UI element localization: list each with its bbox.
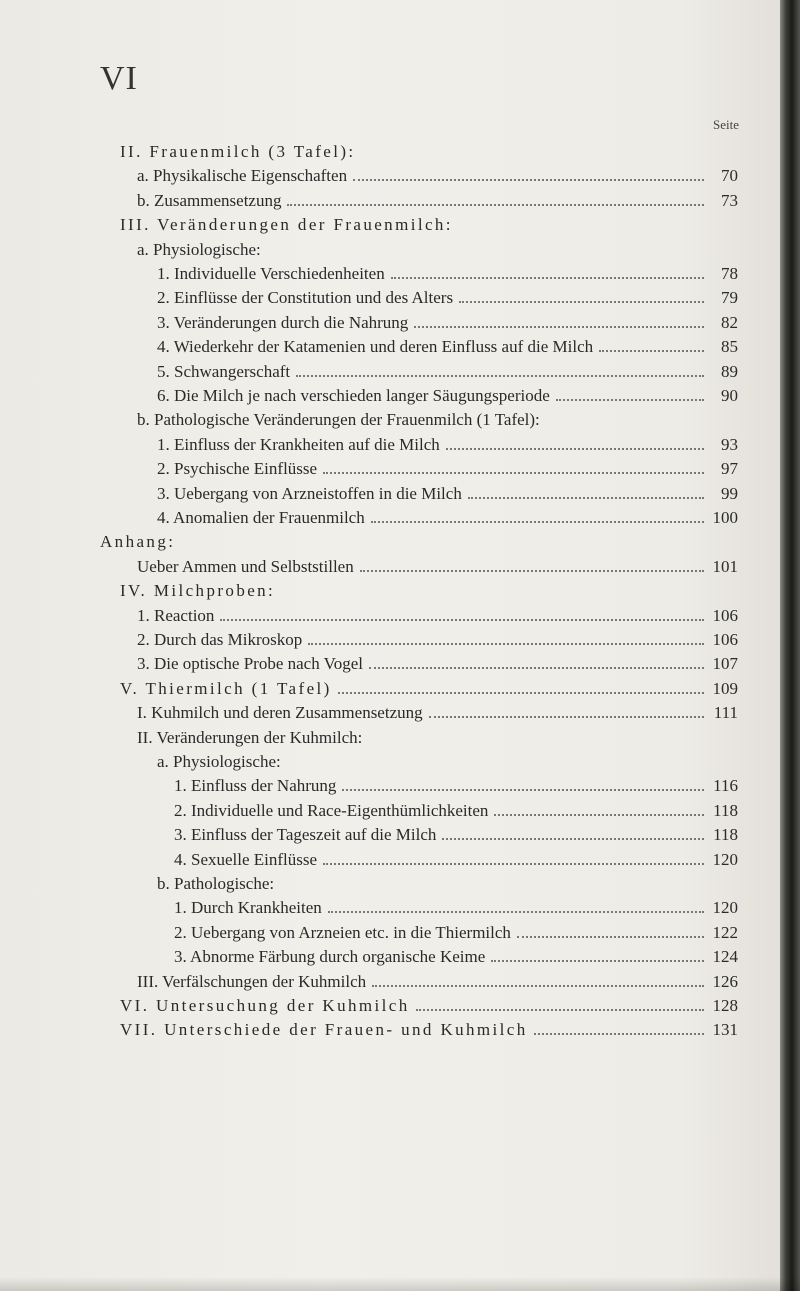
toc-entry-page-number: 79 [721,288,738,308]
toc-entry-page-number: 124 [712,947,738,967]
toc-entry [157,433,738,457]
toc-entry-label: 6. Die Milch je nach verschieden langer Säugungsperiode [157,386,550,405]
toc-entry-page-number: 131 [712,1020,738,1040]
toc-leader-dots [287,204,704,206]
toc-entry-label: 1. Durch Krankheiten [174,898,322,918]
toc-leader-dots [442,838,704,840]
toc-entry-label: 3. Abnorme Färbung durch organische Keime [174,947,486,967]
toc-entry-label: a. Physikalische Eigenschaften [137,166,348,186]
toc-leader-dots [391,277,704,279]
toc-leader-dots [414,326,704,328]
toc-leader-dots [599,350,704,352]
toc-entry-page-number: 126 [712,971,738,991]
toc-entry-page-number: 73 [721,190,738,210]
toc-leader-dots [494,814,704,816]
toc-entry-label: 2. Einflüsse der Constitution und des Alters [157,288,454,308]
toc-leader-dots [360,570,704,572]
toc-entry-label: 1. Einfluss der Nahrung [174,776,337,796]
toc-leader-dots [369,667,704,669]
toc-entry-page-number: 128 [712,996,738,1015]
toc-entry-page-number: 120 [712,898,738,918]
toc-entry-label: a. Physiologische: [157,752,281,771]
toc-entry-page-number: 82 [721,312,738,332]
toc-leader-dots [416,1009,704,1011]
toc-leader-dots [372,985,704,987]
toc-leader-dots [308,643,704,645]
toc-entry-label: Anhang: [100,532,176,552]
toc-entry-label: I. Kuhmilch und deren Zusammensetzung [137,703,423,723]
toc-entry-page-number: 99 [721,483,738,503]
toc-entry [137,726,738,750]
toc-entry [174,896,738,920]
toc-entry-label: V. Thiermilch (1 Tafel) [120,678,332,698]
toc-entry-label: IV. Milchproben: [120,581,276,601]
toc-entry-label: b. Pathologische Veränderungen der Frauenmilch (1 Tafel): [137,410,540,430]
toc-entry-page-number: 106 [712,605,738,625]
toc-leader-dots [491,960,704,962]
page-number: VI [100,60,138,97]
toc-entry [120,213,738,237]
toc-entry [120,1018,738,1042]
toc-leader-dots [429,716,704,718]
toc-leader-dots [220,619,704,621]
toc-leader-dots [459,301,704,303]
toc-entry-page-number: 109 [712,678,738,698]
toc-entry-page-number: 118 [713,825,738,845]
toc-leader-dots [371,521,704,523]
toc-entry-label: II. Veränderungen der Kuhmilch: [137,727,363,747]
toc-leader-dots [534,1033,704,1035]
book-binding-edge [780,0,800,1291]
toc-entry-page-number: 107 [712,654,738,674]
toc-entry-page-number: 106 [712,630,738,649]
toc-entry [174,945,738,969]
toc-entry-page-number: 100 [712,508,738,527]
toc-entry [157,262,738,286]
toc-entry [137,628,738,652]
toc-entry-label: a. Physiologische: [137,239,261,259]
toc-entry-label: 3. Uebergang von Arzneistoffen in die Milch [157,483,462,503]
toc-entry [157,457,738,481]
toc-entry [157,750,738,774]
toc-entry-label: 3. Einfluss der Tageszeit auf die Milch [174,825,437,845]
toc-leader-dots [342,789,704,791]
toc-leader-dots [323,863,704,865]
toc-entry [174,848,738,872]
toc-leader-dots [556,399,704,401]
toc-entry-label: 3. Die optische Probe nach Vogel [137,654,363,674]
toc-entry [120,140,738,164]
toc-entry-label: 2. Durch das Mikroskop [137,630,303,649]
toc-entry-label: b. Zusammensetzung [137,190,282,210]
toc-entry-page-number: 93 [721,434,738,454]
toc-entry-label: VI. Untersuchung der Kuhmilch [120,996,410,1015]
toc-entry-page-number: 111 [713,703,738,723]
toc-entry-page-number: 89 [721,361,738,381]
seite-column-label: Seite [713,117,739,132]
toc-entry-label: 2. Individuelle und Race-Eigenthümlichkeiten [174,800,489,820]
toc-entry-page-number: 116 [713,776,738,796]
toc-entry [137,408,738,432]
toc-entry [157,311,738,335]
toc-leader-dots [517,936,704,938]
toc-entry [100,530,738,554]
toc-entry [157,384,738,408]
toc-entry-label: 1. Reaction [137,605,215,625]
toc-entry-label: VII. Unterschiede der Frauen- und Kuhmilch [120,1020,528,1040]
toc-entry-label: 1. Einfluss der Krankheiten auf die Milch [157,434,440,454]
toc-leader-dots [468,497,704,499]
toc-entry [137,701,738,725]
toc-entry [174,921,738,945]
toc-leader-dots [323,472,704,474]
toc-entry [137,604,738,628]
toc-entry-page-number: 78 [721,264,738,283]
toc-entry [137,970,738,994]
toc-entry-page-number: 97 [721,459,738,479]
toc-entry [174,799,738,823]
toc-entry-label: 3. Veränderungen durch die Nahrung [157,312,409,332]
toc-entry-page-number: 90 [721,386,738,405]
toc-entry [120,579,738,603]
toc-entry-page-number: 85 [721,337,738,357]
toc-entry [137,189,738,213]
toc-entry-label: 4. Sexuelle Einflüsse [174,849,318,869]
toc-entry [157,482,738,506]
toc-entry-label: III. Veränderungen der Frauenmilch: [120,215,453,235]
toc-entry [137,238,738,262]
toc-entry-label: 5. Schwangerschaft [157,361,291,381]
toc-entry-label: II. Frauenmilch (3 Tafel): [120,142,356,161]
toc-entry [157,506,738,530]
toc-entry [174,823,738,847]
toc-leader-dots [446,448,704,450]
toc-entry [157,360,738,384]
toc-entry [137,652,738,676]
toc-entry [137,555,738,579]
toc-entry-label: 4. Wiederkehr der Katamenien und deren Einfluss auf die Milch [157,337,594,357]
toc-entry [137,164,738,188]
toc-entry-label: 4. Anomalien der Frauenmilch [157,508,365,527]
toc-entry-page-number: 120 [712,849,738,869]
toc-entry-label: 2. Uebergang von Arzneien etc. in die Thiermilch [174,922,511,942]
toc-entry-label: Ueber Ammen und Selbststillen [137,556,354,576]
toc-entry [157,335,738,359]
page-bottom-shadow [0,1277,800,1291]
toc-entry [120,677,738,701]
toc-entry-label: b. Pathologische: [157,874,275,893]
toc-entry [174,774,738,798]
toc-entry-label: 2. Psychische Einflüsse [157,459,318,479]
toc-entry [157,286,738,310]
toc-leader-dots [338,692,704,694]
toc-leader-dots [328,911,704,913]
toc-leader-dots [353,179,704,181]
toc-entry-page-number: 118 [713,800,738,820]
toc-entry-page-number: 101 [712,556,738,576]
toc-entry-page-number: 122 [712,922,738,942]
toc-entry-label: 1. Individuelle Verschiedenheiten [157,264,385,283]
toc-entry-label: III. Verfälschungen der Kuhmilch [137,971,367,991]
toc-entry-page-number: 70 [721,166,738,186]
toc-entry [120,994,738,1018]
toc-entry [157,872,738,896]
toc-leader-dots [296,375,704,377]
